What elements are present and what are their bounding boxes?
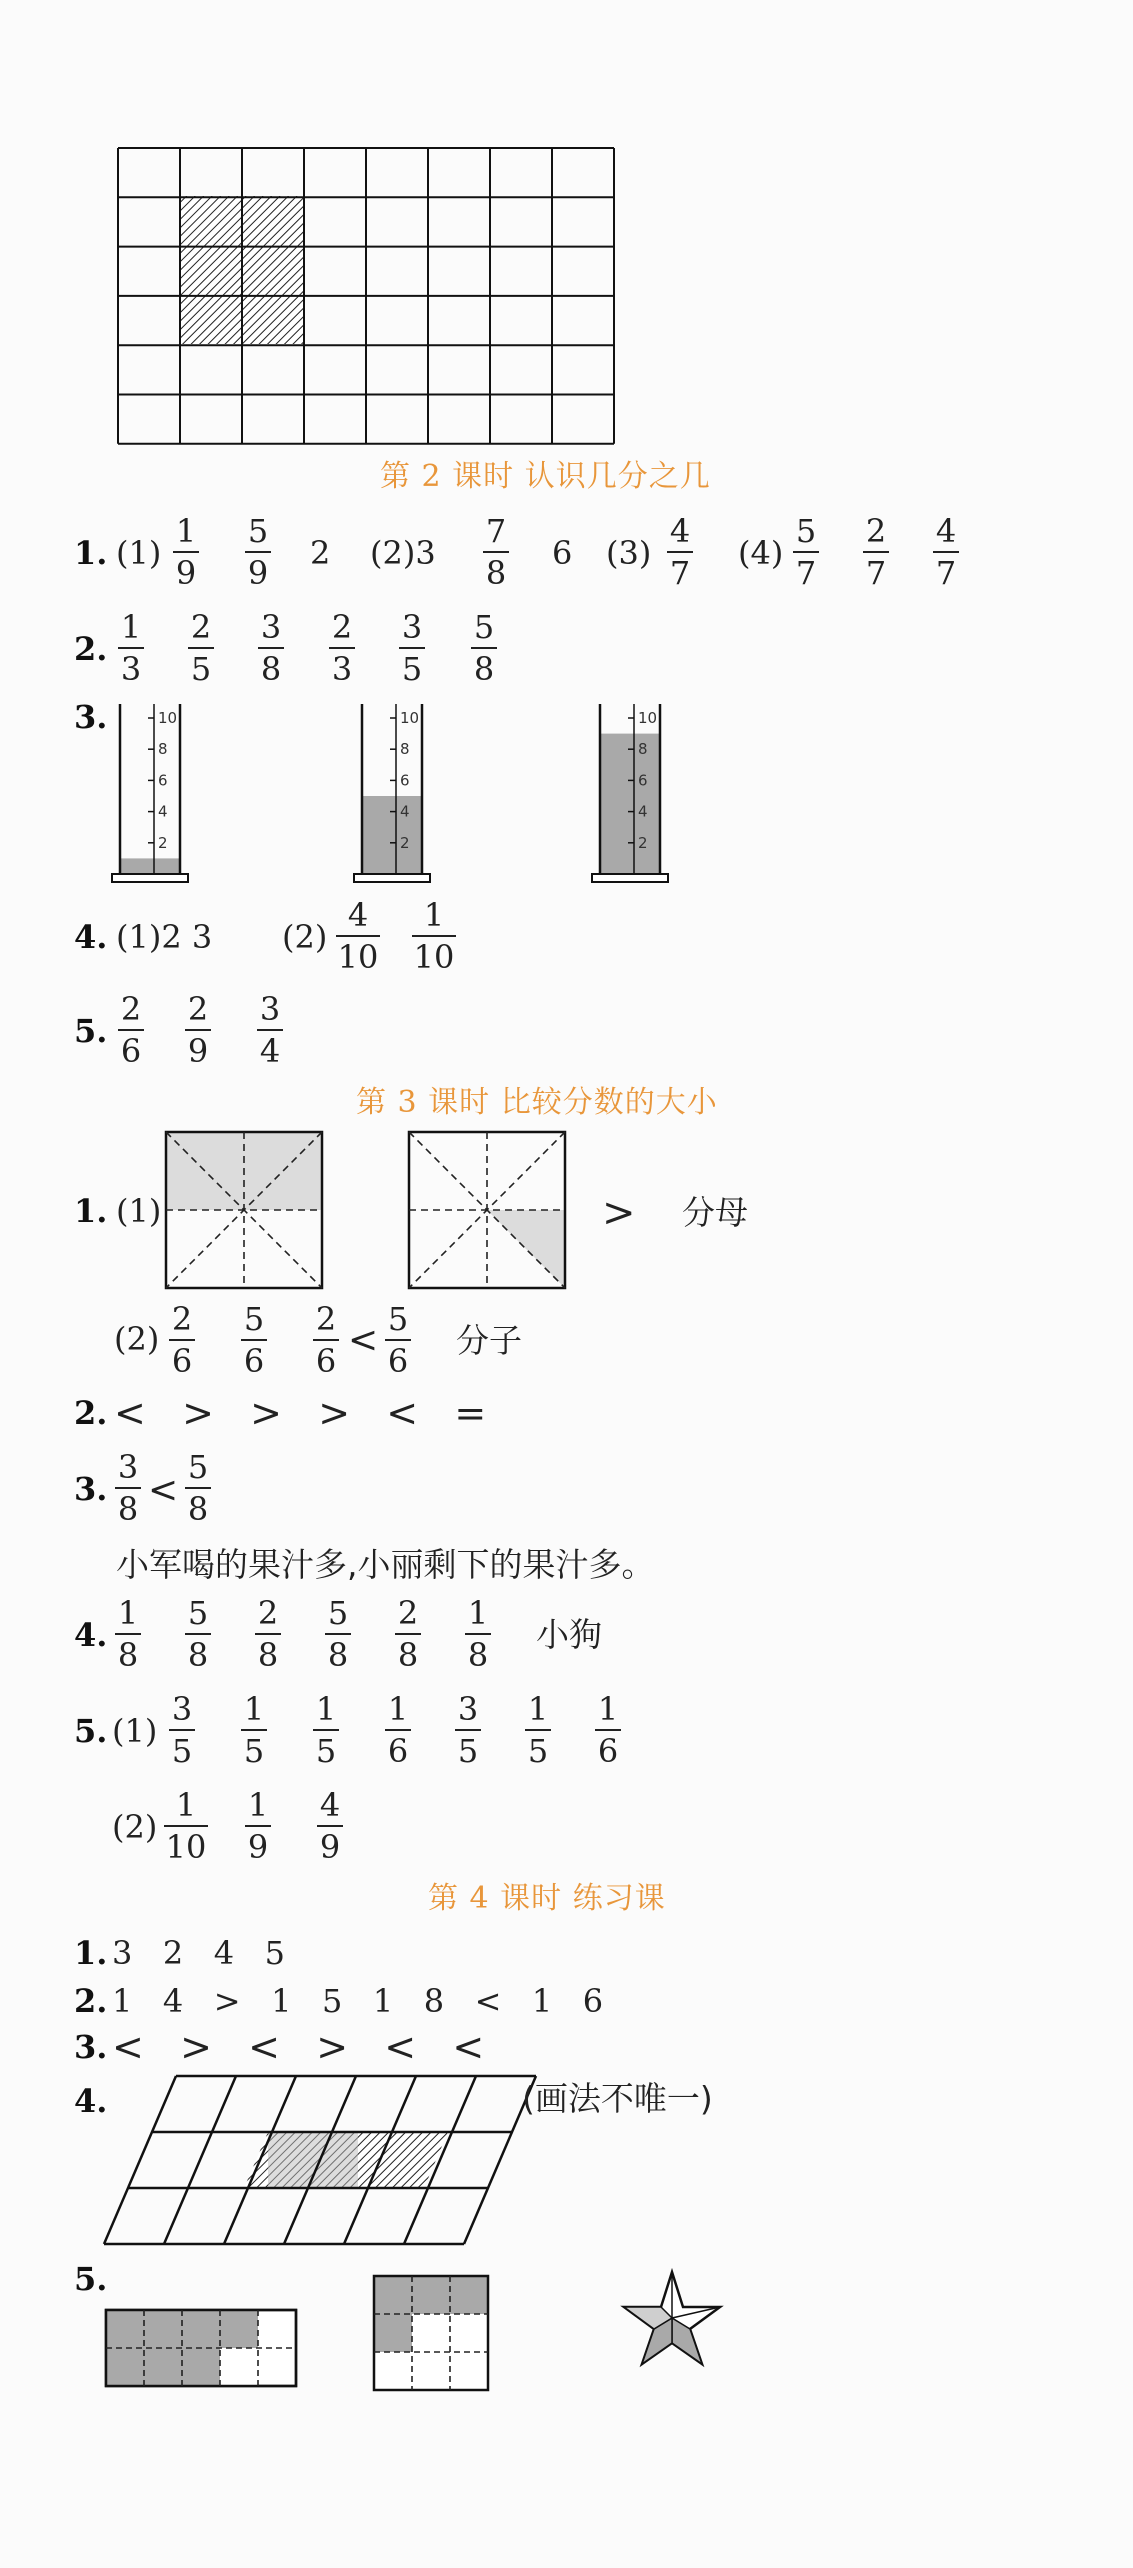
square-diagram-right [409,1132,565,1288]
fraction-numerator: 2 [187,990,209,1028]
scale-label: 4 [400,802,410,821]
fraction-numerator: 1 [175,512,197,550]
fraction-denominator: 7 [865,554,887,592]
fraction [118,990,144,1070]
fraction-denominator: 8 [467,1636,489,1674]
fraction [525,1690,551,1770]
question-number: 5. [74,1712,108,1750]
part-label: (2) [112,1808,158,1846]
answer-text: 小狗 [536,1615,602,1654]
fraction-numerator: 3 [171,1690,193,1728]
fraction-numerator: 5 [795,512,817,550]
fraction-denominator: 7 [795,554,817,592]
scale-label: 2 [400,833,410,852]
fraction-denominator: 5 [457,1732,479,1770]
fraction-denominator: 6 [387,1342,409,1380]
fraction-numerator: 5 [327,1594,349,1632]
scale-label: 6 [158,771,168,790]
fraction [118,608,144,688]
part-label: (2) [114,1320,160,1358]
question-number: 3. [74,2028,108,2066]
question-number: 4. [74,2082,108,2120]
cylinder-base [112,874,188,882]
fraction-group [164,1786,343,1866]
answer-text: 6 [552,534,573,572]
fraction [245,1786,271,1866]
fraction-denominator: 6 [171,1342,193,1380]
fraction [595,1690,621,1770]
fraction-numerator: 3 [259,990,281,1028]
fraction-numerator: 5 [187,1448,209,1486]
fraction [412,896,456,976]
lesson-title-2: 第 2 课时 认识几分之几 [380,459,711,494]
fraction [325,1594,351,1674]
fraction [336,896,380,976]
fraction-denominator: 10 [165,1828,207,1866]
fraction [399,608,425,688]
scale-label: 10 [158,709,178,727]
fraction [241,1300,267,1380]
fraction [185,1448,211,1528]
fraction [455,1690,481,1770]
fraction-numerator: 1 [175,1786,197,1824]
rectangle-diagram-left [106,2310,296,2386]
liquid-fill [362,796,422,874]
parallelogram-grid [104,2076,536,2244]
square-diagram-left [166,1132,322,1288]
fraction-numerator: 3 [117,1448,139,1486]
answer-text: 分子 [456,1321,522,1360]
fraction [164,1786,208,1866]
fraction-denominator: 3 [331,650,353,688]
fraction-group [336,896,456,976]
fraction [257,990,283,1070]
scale-label: 6 [400,771,410,790]
fraction-numerator: 1 [423,896,445,934]
fraction-denominator: 6 [315,1342,337,1380]
scale-label: 10 [638,709,658,727]
part-label: (2) [282,918,328,956]
fraction-denominator: 9 [175,554,197,592]
question-number: 2. [74,1394,108,1432]
fraction-numerator: 1 [117,1594,139,1632]
fraction [185,1594,211,1674]
fraction-denominator: 8 [117,1636,139,1674]
fraction-group [118,990,283,1070]
fraction-group [115,1594,491,1674]
fraction-denominator: 5 [171,1732,193,1770]
fraction-denominator: 5 [315,1732,337,1770]
part-label: (3) [606,534,652,572]
fraction [793,512,819,592]
scale-label: 8 [158,740,168,759]
fraction-numerator: 1 [120,608,142,646]
fraction-numerator: 1 [597,1690,619,1728]
fraction [385,1300,411,1380]
fraction-numerator: 5 [247,512,269,550]
answer-symbols: < > < > < < [112,2025,485,2069]
fraction-numerator: 1 [467,1594,489,1632]
fraction-numerator: 3 [401,608,423,646]
fraction-numerator: 2 [171,1300,193,1338]
fraction-denominator: 8 [260,650,282,688]
fraction-numerator: 3 [457,1690,479,1728]
fraction-numerator: 2 [397,1594,419,1632]
fraction [465,1594,491,1674]
fraction [395,1594,421,1674]
liquid-fill [600,734,660,874]
question-number: 2. [74,1982,108,2020]
fraction-denominator: 6 [387,1732,409,1770]
grid-line [164,2076,236,2244]
question-number: 2. [74,630,108,668]
answer-sentence: 小军喝的果汁多,小丽剩下的果汁多。 [116,1545,655,1584]
fraction [241,1690,267,1770]
scale-label: 2 [158,833,168,852]
fraction [483,512,509,592]
fraction-denominator: 9 [247,554,269,592]
question-number: 1. [74,1934,108,1972]
scale-label: 8 [638,740,648,759]
fraction-denominator: 10 [337,938,379,976]
question-number: 5. [74,2260,108,2298]
measuring-cylinder [354,704,430,882]
fraction [933,512,959,592]
fraction [471,608,497,688]
fraction [258,608,284,688]
fraction-denominator: 8 [187,1490,209,1528]
scale-label: 2 [638,833,648,852]
fraction [329,608,355,688]
fraction-numerator: 1 [527,1690,549,1728]
fraction-numerator: 5 [387,1300,409,1338]
fraction-denominator: 6 [597,1732,619,1770]
part-label: (1) [112,1712,158,1750]
fraction-denominator: 4 [259,1032,281,1070]
scale-label: 4 [638,802,648,821]
answer-note: (画法不唯一) [522,2079,713,2118]
fraction-denominator: 8 [397,1636,419,1674]
fraction-denominator: 6 [243,1342,265,1380]
fraction-denominator: 8 [117,1490,139,1528]
fraction-denominator: 6 [120,1032,142,1070]
top-grid-figure [118,148,614,444]
fraction-denominator: 9 [247,1828,269,1866]
part-label: (1) [116,534,162,572]
answer-text: 分母 [682,1193,748,1232]
fraction [863,512,889,592]
measuring-cylinder [592,704,668,882]
grid-line [104,2076,176,2244]
fraction-denominator: 7 [935,554,957,592]
fraction-numerator: 5 [243,1300,265,1338]
answer-text: 2 [310,534,331,572]
comparison-symbol: < [148,1470,179,1511]
scale-label: 6 [638,771,648,790]
fraction [245,512,271,592]
fraction-numerator: 4 [669,512,691,550]
fraction [317,1786,343,1866]
fraction-numerator: 2 [331,608,353,646]
fraction-numerator: 4 [935,512,957,550]
comparison-symbol: > [602,1190,636,1236]
part-label: (4) [738,534,784,572]
fraction [185,990,211,1070]
question-number: 4. [74,918,108,956]
fraction-numerator: 2 [315,1300,337,1338]
fraction-numerator: 2 [120,990,142,1028]
answer-symbols: < > > > < = [114,1391,487,1435]
fraction [313,1690,339,1770]
answer-text: 3 2 4 5 [112,1934,285,1972]
fraction-denominator: 8 [257,1636,279,1674]
fraction-denominator: 8 [473,650,495,688]
question-number: 1. [74,534,108,572]
scale-label: 8 [400,740,410,759]
answer-text: (1)2 3 [116,918,213,956]
fraction-numerator: 2 [865,512,887,550]
question-number: 3. [74,1470,108,1508]
part-label: (1) [116,1192,162,1230]
fraction-denominator: 5 [243,1732,265,1770]
fraction-denominator: 5 [527,1732,549,1770]
fraction-denominator: 5 [401,650,423,688]
question-number: 1. [74,1192,108,1230]
lesson-title-4: 第 4 课时 练习课 [428,1881,666,1916]
fraction-numerator: 3 [260,608,282,646]
question-number: 4. [74,1616,108,1654]
fraction-denominator: 5 [190,650,212,688]
answer-text: 1 4 > 1 5 1 8 < 1 6 [112,1982,604,2020]
beaker-figures [112,704,668,882]
scale-label: 4 [158,802,168,821]
fraction-denominator: 9 [187,1032,209,1070]
question-number: 5. [74,1012,108,1050]
measuring-cylinder [112,704,188,882]
fraction-denominator: 7 [669,554,691,592]
fraction-group [118,608,497,688]
fraction [115,1594,141,1674]
rectangle-diagram-middle [374,2276,488,2390]
fraction [667,512,693,592]
comparison-symbol: < [348,1320,379,1361]
fraction-numerator: 2 [190,608,212,646]
fraction-numerator: 5 [187,1594,209,1632]
fraction-numerator: 1 [247,1786,269,1824]
fraction-numerator: 7 [485,512,507,550]
fraction [173,512,199,592]
fraction [169,1690,195,1770]
fraction [115,1448,141,1528]
fraction [313,1300,339,1380]
fraction-denominator: 8 [485,554,507,592]
fraction-denominator: 8 [327,1636,349,1674]
cylinder-base [592,874,668,882]
star-diagram [624,2272,720,2364]
fraction-group [169,1690,621,1770]
fraction [255,1594,281,1674]
fraction-numerator: 4 [347,896,369,934]
fraction [385,1690,411,1770]
fraction-numerator: 2 [257,1594,279,1632]
fraction-denominator: 3 [120,650,142,688]
part-label: (2)3 [370,534,436,572]
fraction-numerator: 1 [243,1690,265,1728]
fraction [188,608,214,688]
cylinder-base [354,874,430,882]
lesson-title-3: 第 3 课时 比较分数的大小 [356,1085,718,1120]
fraction-numerator: 4 [319,1786,341,1824]
scale-label: 10 [400,709,420,727]
fraction-denominator: 8 [187,1636,209,1674]
fraction-numerator: 1 [387,1690,409,1728]
fraction-denominator: 9 [319,1828,341,1866]
fraction-numerator: 1 [315,1690,337,1728]
liquid-fill [120,858,180,874]
fraction-denominator: 10 [413,938,455,976]
fraction [169,1300,195,1380]
question-number: 3. [74,698,108,736]
fraction-numerator: 5 [473,608,495,646]
